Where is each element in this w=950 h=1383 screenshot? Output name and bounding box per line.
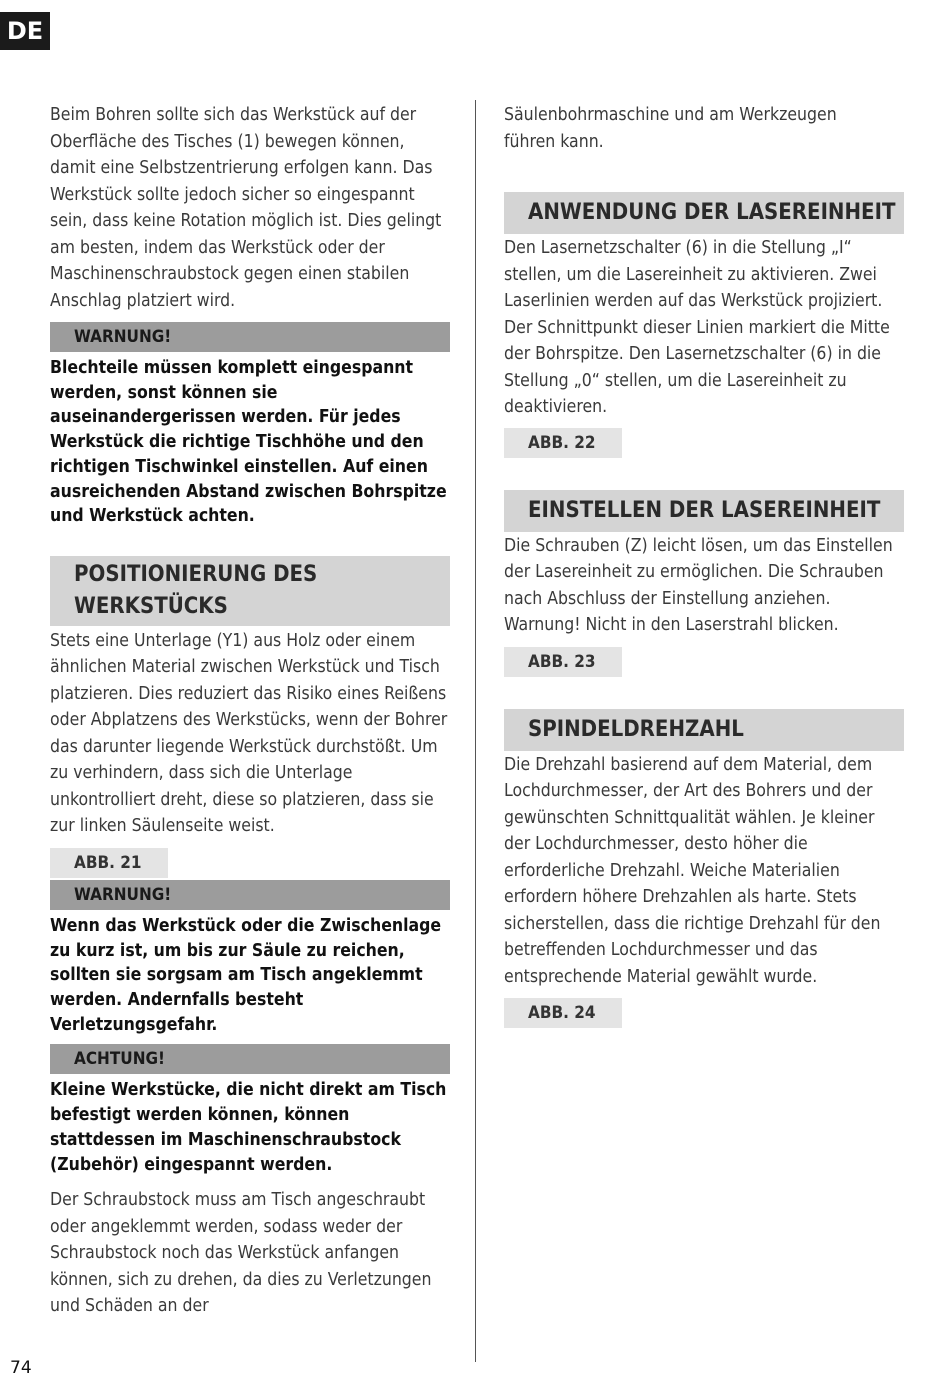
laser-use-paragraph: Den Lasernetzschalter (6) in die Stellung „I“ stellen, um die Lasereinheit zu aktivieren. Zwei Laserlinien werden auf das Werkstück projiziert. Der Schnittpunkt dieser Linien markiert die Mitte der Bohrspitze. Den Lasernetzschalter (6) in die Stellung „0“ stellen, um die Lasereinheit zu deaktivieren. bbox=[504, 238, 890, 417]
figure-ref-21: ABB. 21 bbox=[50, 848, 168, 878]
positioning-paragraph: Stets eine Unterlage (Y1) aus Holz oder einem ähnlichen Material zwischen Werkstück und Tisch platzieren. Dies reduziert das Risiko eines Reißens oder Abplatzens des Werkstücks, wenn der Bohrer das darunter liegende Werkstück durchstößt. Um zu verhindern, dass sich die Unterlage unkontrolliert dreht, diese so platzieren, dass sie zur linken Säulenseite weist. bbox=[50, 630, 448, 837]
spindle-speed-paragraph: Die Drehzahl basierend auf dem Material, dem Lochdurchmesser, der Art des Bohrers und der gewünschten Schnittqualität wählen. Je kleiner der Lochdurchmesser, desto höher die erforderliche Drehzahl. Weiche Materialien erfordern höhere Drehzahlen als harte. Stets sicherstellen, dass die richtige Drehzahl für den betreffenden Lochdurchmesser und das entsprechende Material gewählt wurde. bbox=[504, 754, 881, 987]
laser-adjust-paragraph: Die Schrauben (Z) leicht lösen, um das Einstellen der Lasereinheit zu ermöglichen. Die Schrauben nach Abschluss der Einstellung anziehen. Warnung! Nicht in den Laserstrahl blicken. bbox=[504, 535, 893, 635]
continuation-paragraph: Säulenbohrmaschine und am Werkzeugen führen kann. bbox=[504, 105, 837, 152]
page-number: 74 bbox=[10, 1358, 32, 1378]
figure-ref-22: ABB. 22 bbox=[504, 428, 622, 458]
section-heading-laser-use: ANWENDUNG DER LASEREINHEIT bbox=[504, 192, 904, 234]
warning-label: WARNUNG! bbox=[50, 322, 450, 352]
intro-paragraph: Beim Bohren sollte sich das Werkstück auf der Oberfläche des Tisches (1) bewegen können, damit eine Selbstzentrierung erfolgen kann. Das Werkstück sollte jedoch sicher so eingespannt sein, dass keine Rotation möglich ist. Dies gelingt am besten, indem das Werkstück oder der Maschinenschraubstock gegen einen stabilen Anschlag platziert wird. bbox=[50, 105, 442, 311]
section-heading-spindle-speed: SPINDELDREHZAHL bbox=[504, 709, 904, 751]
right-column bbox=[504, 102, 904, 1028]
caution-text: Kleine Werkstücke, die nicht direkt am Tisch befestigt werden können, können stattdessen im Maschinenschraubstock (Zubehör) eingespannt werden. bbox=[50, 1080, 447, 1175]
section-heading-positioning: POSITIONIERUNG DES WERKSTÜCKS bbox=[50, 556, 450, 626]
warning-text-2: Wenn das Werkstück oder die Zwischenlage zu kurz ist, um bis zur Säule zu reichen, sollten sie sorgsam am Tisch angeklemmt werden. Andernfalls besteht Verletzungsgefahr. bbox=[50, 915, 442, 1035]
left-column bbox=[50, 102, 450, 1320]
vise-paragraph: Der Schraubstock muss am Tisch angeschraubt oder angeklemmt werden, sodass weder der Schraubstock noch das Werkstück anfangen können, sich zu drehen, da dies zu Verletzungen und Schäden an der bbox=[50, 1190, 432, 1317]
language-badge: DE bbox=[0, 12, 50, 50]
figure-ref-24: ABB. 24 bbox=[504, 998, 622, 1028]
figure-ref-23: ABB. 23 bbox=[504, 647, 622, 677]
warning-label-2: WARNUNG! bbox=[50, 880, 450, 910]
section-heading-laser-adjust: EINSTELLEN DER LASEREINHEIT bbox=[504, 490, 904, 532]
warning-text: Blechteile müssen komplett eingespannt werden, sonst können sie auseinandergerissen werden. Für jedes Werkstück die richtige Tischhöhe und den richtigen Tischwinkel einstellen. Auf einen ausreichenden Abstand zwischen Bohrspitze und Werkstück achten. bbox=[50, 358, 447, 527]
column-divider bbox=[475, 100, 476, 1362]
caution-label: ACHTUNG! bbox=[50, 1044, 450, 1074]
